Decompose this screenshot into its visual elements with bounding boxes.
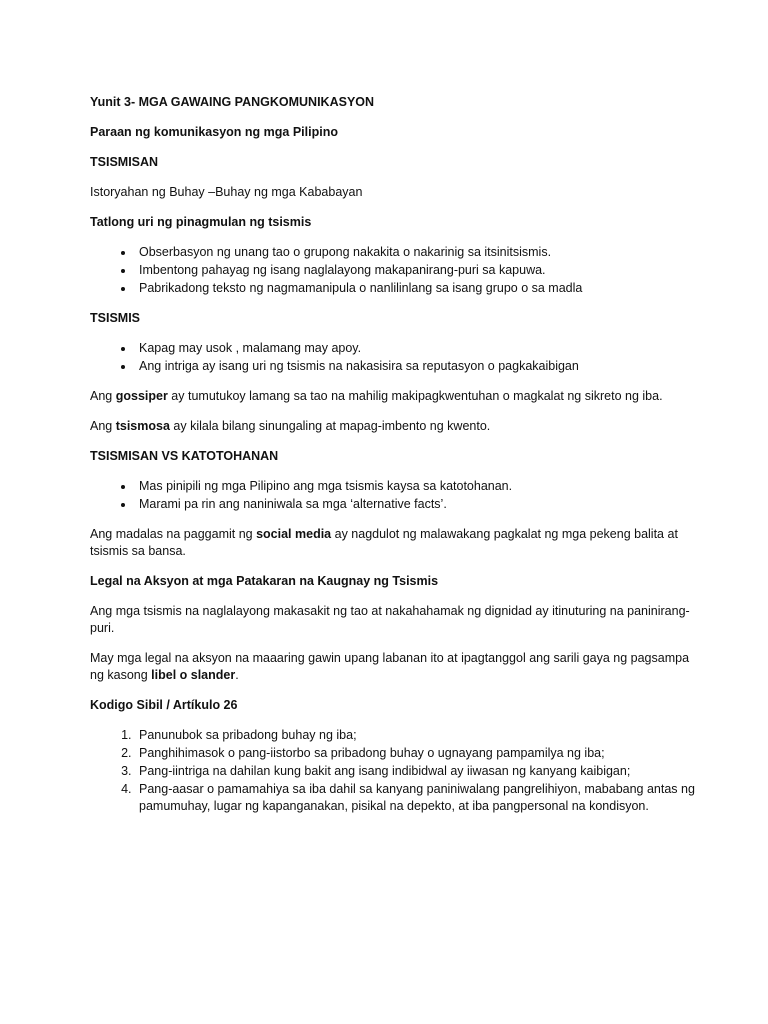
section-heading-kodigo: Kodigo Sibil / Artíkulo 26 <box>90 698 238 712</box>
list-item: • Mas pinipili ng mga Pilipino ang mga tsismis kaysa sa katotohanan. <box>135 478 698 495</box>
paragraph-gossiper <box>90 388 698 405</box>
list-item: • Imbentong pahayag ng isang naglalayong makapanirang-puri sa kapuwa. <box>135 262 698 279</box>
text-run: Ang madalas na paggamit ng <box>90 527 257 541</box>
document-title: Yunit 3- MGA GAWAING PANGKOMUNIKASYON <box>90 95 375 109</box>
text-run: ay kilala bilang sinungaling at mapag-imbento ng kwento. <box>169 419 491 433</box>
list-item: 4. Pang-aasar o pamamahiya sa iba dahil sa kanyang paniniwalang pangrelihiyon, mababang antas ng pamumuhay, lugar ng kapanganakan, pisikal na depekto, at iba pangpersonal na kondisyon. <box>135 781 698 815</box>
term-gossiper: gossiper <box>115 389 168 403</box>
text-run: Ang <box>90 389 116 403</box>
list-item: • Pabrikadong teksto ng nagmamanipula o nanlilinlang sa isang grupo o sa madla <box>135 280 698 297</box>
bullet-list-tsismis <box>90 340 698 375</box>
list-item: • Ang intriga ay isang uri ng tsismis na nakasisira sa reputasyon o pagkakaibigan <box>135 358 698 375</box>
term-tsismosa: tsismosa <box>115 419 170 433</box>
list-item: 1. Panunubok sa pribadong buhay ng iba; <box>135 727 698 744</box>
paragraph-tsismosa <box>90 418 698 435</box>
section-heading-tsismis: TSISMIS <box>90 311 141 325</box>
section-heading-tsismisan: TSISMISAN <box>90 155 159 169</box>
section-heading-legal: Legal na Aksyon at mga Patakaran na Kaugnay ng Tsismis <box>90 574 439 588</box>
list-item: • Obserbasyon ng unang tao o grupong nakakita o nakarinig sa itsinitsismis. <box>135 244 698 261</box>
numbered-list-kodigo <box>90 727 698 815</box>
text-run: Ang <box>90 419 116 433</box>
bullet-list-tatlong-uri <box>90 244 698 297</box>
paragraph-istoryahan: Istoryahan ng Buhay –Buhay ng mga Kababayan <box>90 185 363 199</box>
list-item: • Marami pa rin ang naniniwala sa mga ‘alternative facts’. <box>135 496 698 513</box>
paragraph-legal-2 <box>90 650 698 684</box>
section-heading-vs: TSISMISAN VS KATOTOHANAN <box>90 449 279 463</box>
list-item: • Kapag may usok , malamang may apoy. <box>135 340 698 357</box>
text-run: . <box>235 668 239 682</box>
section-heading-paraan: Paraan ng komunikasyon ng mga Pilipino <box>90 125 338 139</box>
text-run: May mga legal na aksyon na maaaring gawin upang labanan ito at ipagtanggol ang sarili gaya ng pagsampa ng kasong <box>90 651 690 682</box>
text-run: ay nagdulot ng malawakang pagkalat ng mga pekeng balita at tsismis sa bansa. <box>90 527 678 558</box>
list-item: 3. Pang-iintriga na dahilan kung bakit ang isang indibidwal ay iiwasan ng kanyang kaibigan; <box>135 763 698 780</box>
text-run: ay tumutukoy lamang sa tao na mahilig makipagkwentuhan o magkalat ng sikreto ng iba. <box>167 389 663 403</box>
bullet-list-vs <box>90 478 698 513</box>
section-heading-tatlong-uri: Tatlong uri ng pinagmulan ng tsismis <box>90 215 312 229</box>
paragraph-social-media <box>90 526 698 560</box>
paragraph-legal-1: Ang mga tsismis na naglalayong makasakit ng tao at nakahahamak ng dignidad ay itinuturing na paninirang-puri. <box>90 604 690 635</box>
list-item: 2. Panghihimasok o pang-iistorbo sa pribadong buhay o ugnayang pampamilya ng iba; <box>135 745 698 762</box>
term-social-media: social media <box>256 527 332 541</box>
term-libel: libel o slander <box>151 668 236 682</box>
